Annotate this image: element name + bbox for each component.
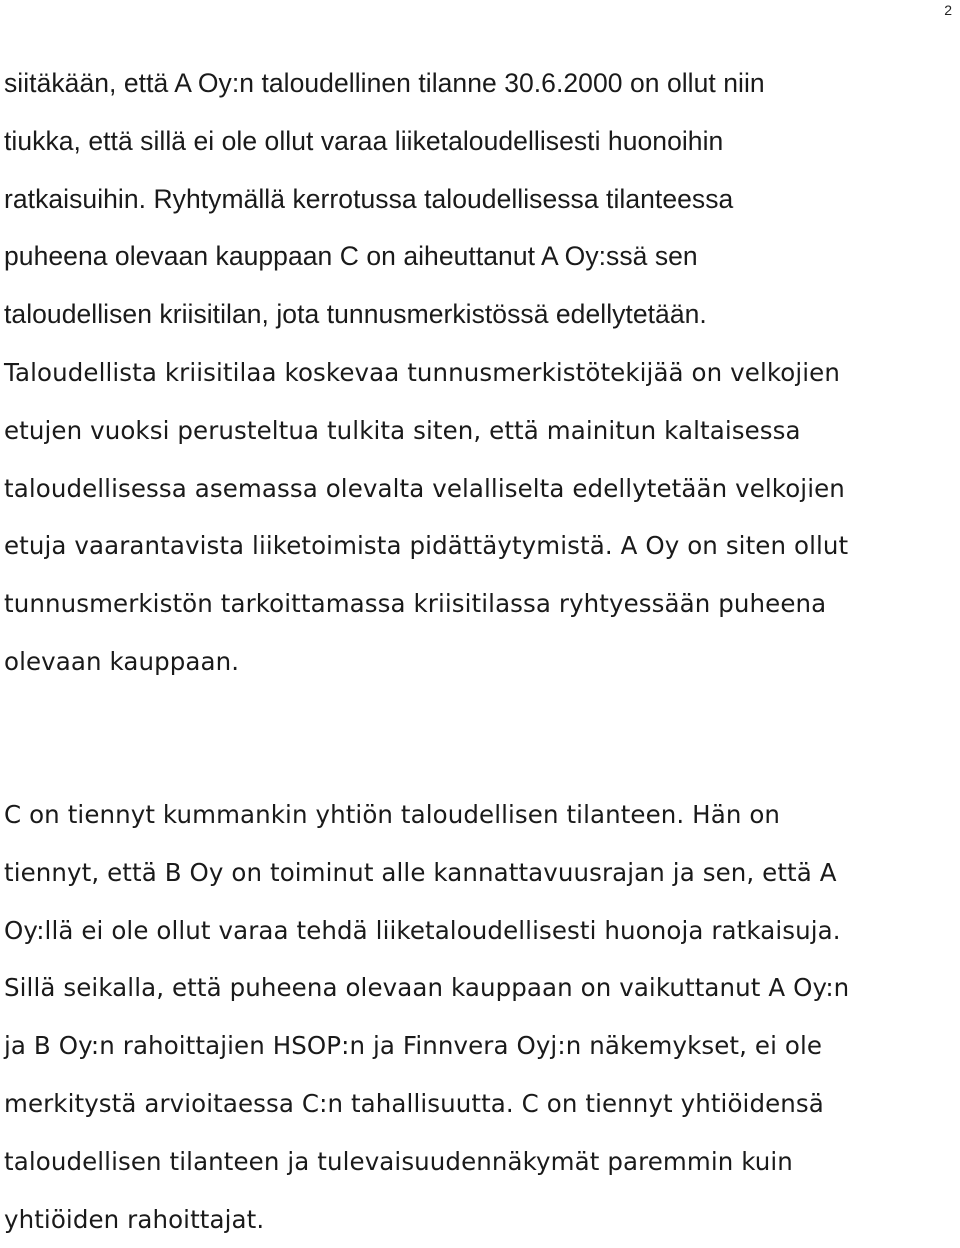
text-line: Sillä seikalla, että puheena olevaan kauppaan on vaikuttanut A Oy:n	[4, 973, 850, 1003]
text-line: etujen vuoksi perusteltua tulkita siten, että mainitun kaltaisessa	[4, 415, 801, 445]
text-line: yhtiöiden rahoittajat.	[4, 1204, 265, 1234]
text-line: Oy:llä ei ole ollut varaa tehdä liiketaloudellisesti huonoja ratkaisuja.	[4, 915, 841, 945]
paragraph-2	[4, 786, 956, 1248]
text-line: etuja vaarantavista liiketoimista pidättäytymistä. A Oy on siten ollut	[4, 531, 849, 561]
text-line: tiukka, että sillä ei ole ollut varaa liiketaloudellisesti huonoihin	[4, 125, 724, 156]
text-line: ratkaisuihin. Ryhtymällä kerrotussa taloudellisessa tilanteessa	[4, 183, 734, 214]
text-line: Taloudellista kriisitilaa koskevaa tunnusmerkistötekijää on velkojien	[4, 357, 840, 387]
page-number: 2	[944, 2, 952, 18]
text-line: siitäkään, että A Oy:n taloudellinen tilanne 30.6.2000 on ollut niin	[4, 68, 765, 98]
text-line: C on tiennyt kummankin yhtiön taloudellisen tilanteen. Hän on	[4, 800, 781, 829]
paragraph-1	[4, 55, 956, 691]
text-line: tunnusmerkistön tarkoittamassa kriisitilassa ryhtyessään puheena	[4, 589, 827, 619]
text-line: olevaan kauppaan.	[4, 646, 240, 676]
text-line: merkitystä arvioitaessa C:n tahallisuutta. C on tiennyt yhtiöidensä	[4, 1088, 824, 1118]
text-line: ja B Oy:n rahoittajien HSOP:n ja Finnvera Oyj:n näkemykset, ei ole	[4, 1031, 823, 1061]
text-line: tiennyt, että B Oy on toiminut alle kannattavuusrajan ja sen, että A	[4, 857, 837, 887]
text-line: taloudellisen tilanteen ja tulevaisuudennäkymät paremmin kuin	[4, 1146, 793, 1176]
text-line: taloudellisessa asemassa olevalta velalliselta edellytetään velkojien	[4, 473, 845, 503]
text-line: puheena olevaan kauppaan C on aiheuttanut A Oy:ssä sen	[4, 241, 698, 272]
text-line: taloudellisen kriisitilan, jota tunnusmerkistössä edellytetään.	[4, 299, 707, 330]
